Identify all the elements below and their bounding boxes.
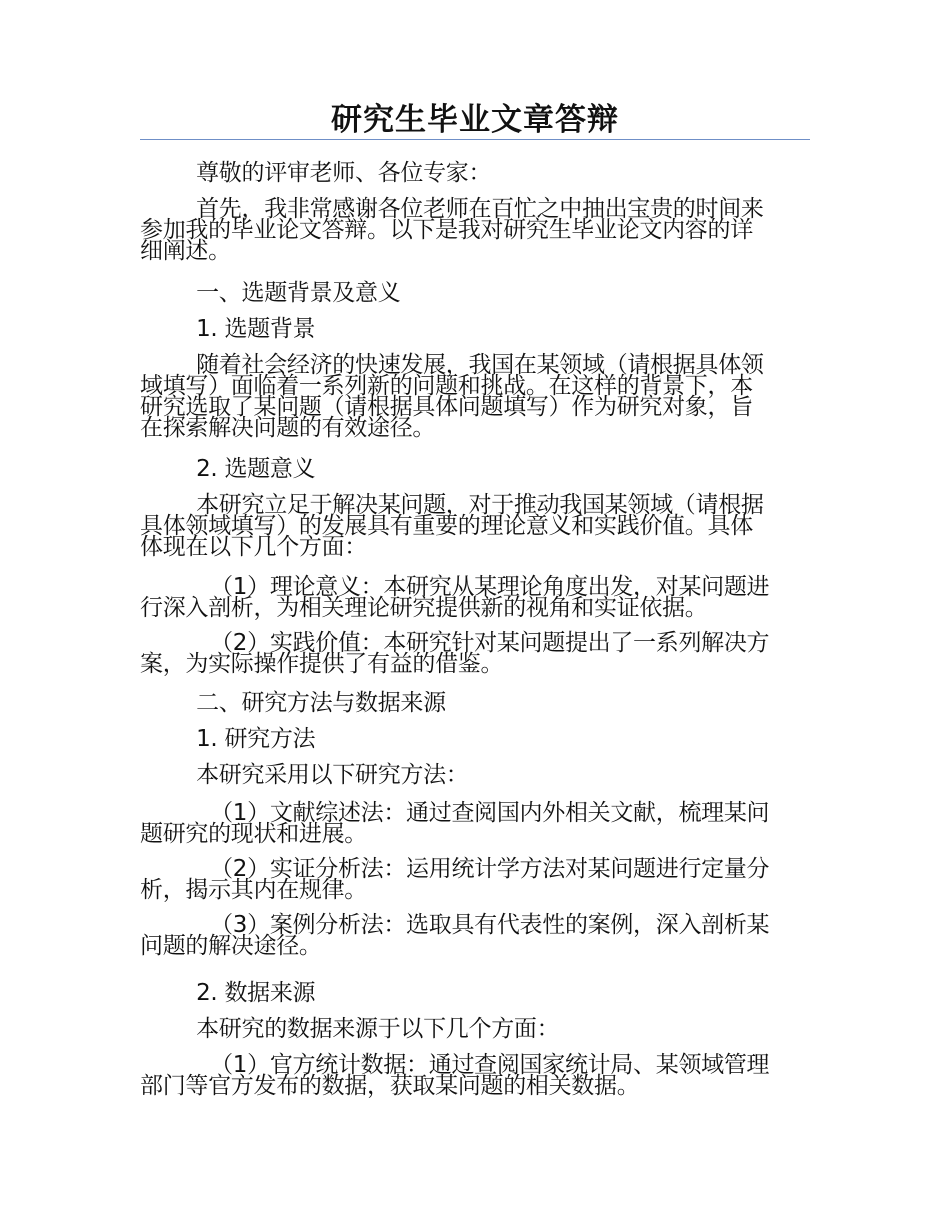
paragraph bbox=[140, 1016, 810, 1042]
text-line: 题研究的现状和进展。 bbox=[140, 821, 368, 847]
text-line: 行深入剖析，为相关理论研究提供新的视角和实证依据。 bbox=[140, 595, 708, 621]
text-line: （3）案例分析法：选取具有代表性的案例，深入剖析某 bbox=[140, 912, 770, 938]
text-line: 体现在以下几个方面： bbox=[140, 534, 368, 560]
text-line: （2）实践价值：本研究针对某问题提出了一系列解决方 bbox=[140, 630, 770, 656]
paragraph bbox=[140, 980, 810, 1006]
text-line: （1）理论意义：本研究从某理论角度出发，对某问题进 bbox=[140, 574, 770, 600]
text-line: 本研究采用以下研究方法： bbox=[140, 762, 469, 788]
text-line: 研究选取了某问题（请根据具体问题填写）作为研究对象，旨 bbox=[140, 394, 753, 420]
text-line: （2）实证分析法：运用统计学方法对某问题进行定量分 bbox=[140, 856, 770, 882]
text-line: 具体领域填写）的发展具有重要的理论意义和实践价值。具体 bbox=[140, 513, 753, 539]
text-line: 2. 数据来源 bbox=[140, 980, 316, 1006]
text-line: 随着社会经济的快速发展，我国在某领域（请根据具体领 bbox=[140, 352, 764, 378]
text-line: 部门等官方发布的数据，获取某问题的相关数据。 bbox=[140, 1073, 640, 1099]
text-line: 本研究立足于解决某问题，对于推动我国某领域（请根据 bbox=[140, 492, 764, 518]
text-line: 参加我的毕业论文答辩。以下是我对研究生毕业论文内容的详 bbox=[140, 217, 753, 243]
paragraph bbox=[140, 492, 810, 560]
paragraph bbox=[140, 630, 810, 677]
text-line: 问题的解决途径。 bbox=[140, 933, 322, 959]
paragraph bbox=[140, 1052, 810, 1099]
text-line: 域填写）面临着一系列新的问题和挑战。在这样的背景下，本 bbox=[140, 373, 753, 399]
document-title: 研究生毕业文章答辩 bbox=[331, 102, 619, 138]
paragraph bbox=[140, 856, 810, 903]
paragraph bbox=[140, 196, 810, 264]
paragraph bbox=[140, 574, 810, 621]
text-line: 2. 选题意义 bbox=[140, 456, 316, 482]
paragraph bbox=[140, 456, 810, 482]
paragraph bbox=[140, 800, 810, 847]
text-line: 在探索解决问题的有效途径。 bbox=[140, 415, 436, 441]
text-line: 析，揭示其内在规律。 bbox=[140, 877, 368, 903]
paragraph bbox=[140, 726, 810, 752]
paragraph bbox=[140, 160, 810, 186]
text-line: （1）官方统计数据：通过查阅国家统计局、某领域管理 bbox=[140, 1052, 770, 1078]
text-line: 一、选题背景及意义 bbox=[140, 280, 401, 306]
text-line: 首先，我非常感谢各位老师在百忙之中抽出宝贵的时间来 bbox=[140, 196, 764, 222]
text-line: 1. 研究方法 bbox=[140, 726, 316, 752]
paragraph bbox=[140, 762, 810, 788]
paragraph bbox=[140, 912, 810, 959]
paragraph bbox=[140, 690, 810, 716]
paragraph bbox=[140, 280, 810, 306]
text-line: （1）文献综述法：通过查阅国内外相关文献，梳理某问 bbox=[140, 800, 770, 826]
text-line: 本研究的数据来源于以下几个方面： bbox=[140, 1016, 560, 1042]
paragraph bbox=[140, 352, 810, 441]
text-line: 1. 选题背景 bbox=[140, 316, 316, 342]
paragraph bbox=[140, 316, 810, 342]
text-line: 细阐述。 bbox=[140, 238, 231, 264]
text-line: 尊敬的评审老师、各位专家： bbox=[140, 160, 492, 186]
text-line: 二、研究方法与数据来源 bbox=[140, 690, 446, 716]
text-line: 案，为实际操作提供了有益的借鉴。 bbox=[140, 651, 504, 677]
title-underline bbox=[140, 139, 810, 140]
